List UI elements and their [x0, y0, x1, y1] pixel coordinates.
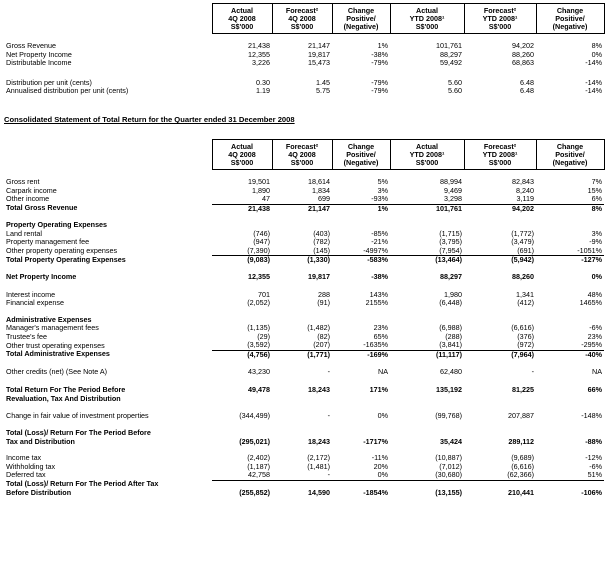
row-label: Gross rent	[6, 178, 40, 187]
cell: -14%	[585, 78, 602, 87]
cell: 35,424	[440, 437, 462, 446]
cell: -583%	[332, 256, 390, 265]
statement-row	[4, 195, 604, 204]
row-label: Other property operating expenses	[6, 246, 118, 255]
cell: (1,772)	[511, 229, 534, 238]
cell: 15,473	[308, 59, 330, 68]
cell: 23%	[587, 332, 602, 341]
cell: -38%	[371, 50, 388, 59]
cell: 171%	[369, 386, 388, 395]
summary-row	[4, 59, 604, 67]
cell: (3,841)	[439, 341, 462, 350]
cell: 143%	[369, 290, 388, 299]
cell: 6.48	[520, 87, 534, 96]
cell: 88,260	[512, 50, 534, 59]
cell: 12,355	[248, 273, 270, 282]
cell: (1,481)	[307, 462, 330, 471]
cell: (6,988)	[439, 324, 462, 333]
cell: (62,366)	[507, 471, 534, 480]
cell: -12%	[585, 454, 602, 463]
statement-header-change-4q: Change Positive/ (Negative)	[332, 140, 390, 170]
row-label: Net Property Income	[6, 50, 72, 59]
cell: 210,441	[508, 488, 534, 497]
statement-title: Consolidated Statement of Total Return for the Quarter ended 31 December 2008	[4, 115, 295, 124]
cell: (255,852)	[239, 488, 270, 497]
cell: 8%	[591, 42, 602, 51]
cell: 1,980	[444, 290, 462, 299]
row-label: Annualised distribution per unit (cents)	[6, 87, 129, 96]
cell: (13,464)	[390, 256, 464, 265]
cell: -79%	[371, 87, 388, 96]
cell: 8%	[536, 204, 604, 213]
row-label: Total Property Operating Expenses	[6, 255, 126, 264]
cell: -	[531, 368, 534, 377]
section-label: Property Operating Expenses	[6, 221, 108, 230]
cell: 1465%	[579, 299, 602, 308]
row-label: Before Distribution	[6, 488, 72, 497]
cell: 1.45	[316, 78, 330, 87]
cell: -295%	[581, 341, 602, 350]
cell: 94,202	[512, 42, 534, 51]
summary-row	[4, 87, 604, 95]
statement-row	[4, 291, 604, 299]
cell: 42,758	[248, 471, 270, 480]
cell: -127%	[536, 256, 604, 265]
statement-row	[4, 341, 604, 350]
cell: (1,330)	[272, 256, 332, 265]
cell: (2,402)	[247, 454, 270, 463]
cell: 66%	[587, 386, 602, 395]
row-label: Manager's management fees	[6, 324, 99, 333]
statement-row	[4, 438, 604, 446]
cell: 81,225	[512, 386, 534, 395]
cell: 6.48	[520, 78, 534, 87]
cell: (7,954)	[439, 246, 462, 255]
cell: 19,817	[308, 50, 330, 59]
cell: 23%	[373, 324, 388, 333]
cell: 19,817	[308, 273, 330, 282]
cell: 88,297	[440, 273, 462, 282]
cell: -169%	[332, 350, 390, 359]
cell: 1,341	[516, 290, 534, 299]
cell: -40%	[536, 350, 604, 359]
cell: -93%	[371, 195, 388, 204]
cell: (82)	[317, 332, 330, 341]
cell: 5.75	[316, 87, 330, 96]
cell: -1717%	[363, 437, 388, 446]
cell: (2,052)	[247, 299, 270, 308]
cell: (10,887)	[435, 454, 462, 463]
cell: 49,478	[248, 386, 270, 395]
cell: 101,761	[436, 42, 462, 51]
cell: (403)	[313, 229, 330, 238]
statement-row	[4, 230, 604, 238]
statement-section-heading	[4, 221, 604, 229]
cell: (9,689)	[511, 454, 534, 463]
summary-row	[4, 42, 604, 50]
statement-header-change-ytd: Change Positive/ (Negative)	[536, 140, 604, 170]
cell: 12,355	[248, 50, 270, 59]
cell: 1.19	[256, 87, 270, 96]
cell: 0%	[591, 273, 602, 282]
cell: 0%	[377, 471, 388, 480]
cell: (6,616)	[511, 462, 534, 471]
row-label: Other income	[6, 195, 50, 204]
statement-row-heading	[4, 429, 604, 437]
cell: 135,192	[436, 386, 462, 395]
cell: -85%	[371, 229, 388, 238]
cell: 0%	[591, 50, 602, 59]
row-label: Revaluation, Tax And Distribution	[6, 394, 121, 403]
cell: (7,964)	[464, 350, 536, 359]
cell: 18,243	[308, 386, 330, 395]
cell: (1,715)	[439, 229, 462, 238]
statement-header-actual-4q: Actual 4Q 2008 S$'000	[212, 140, 272, 170]
summary-header-forecast-ytd: Forecast² YTD 2008¹ S$'000	[464, 4, 536, 34]
cell: -79%	[371, 59, 388, 68]
row-label: Total Gross Revenue	[6, 204, 78, 213]
cell: 88,260	[512, 273, 534, 282]
cell: (5,942)	[464, 256, 536, 265]
row-label: Financial expense	[6, 299, 64, 308]
cell: (3,592)	[247, 341, 270, 350]
cell: -14%	[585, 87, 602, 96]
cell: (691)	[517, 246, 534, 255]
cell: -79%	[371, 78, 388, 87]
cell: -9%	[589, 238, 602, 247]
cell: (295,021)	[239, 437, 270, 446]
cell: 5.60	[448, 78, 462, 87]
cell: 207,887	[508, 411, 534, 420]
cell: 1,890	[252, 186, 270, 195]
cell: 5.60	[448, 87, 462, 96]
summary-row	[4, 79, 604, 87]
cell: (3,795)	[439, 238, 462, 247]
cell: 5%	[377, 178, 388, 187]
cell: -	[327, 368, 330, 377]
statement-section-heading	[4, 316, 604, 324]
cell: -4997%	[363, 246, 388, 255]
row-label: Tax and Distribution	[6, 437, 75, 446]
statement-total-row	[4, 350, 604, 359]
row-label: Trustee's fee	[6, 332, 48, 341]
cell: -14%	[585, 59, 602, 68]
cell: 18,614	[308, 178, 330, 187]
cell: 14,590	[308, 488, 330, 497]
row-label: Gross Revenue	[6, 42, 56, 51]
summary-header-change-4q: Change Positive/ (Negative)	[332, 4, 390, 34]
cell: 8,240	[516, 186, 534, 195]
cell: 101,761	[390, 204, 464, 213]
cell: 21,438	[212, 204, 272, 213]
cell: (1,771)	[272, 350, 332, 359]
cell: 1%	[377, 42, 388, 51]
cell: (2,172)	[307, 454, 330, 463]
cell: 51%	[587, 471, 602, 480]
statement-row	[4, 324, 604, 332]
cell: -1051%	[577, 246, 602, 255]
cell: (6,448)	[439, 299, 462, 308]
cell: 9,469	[444, 186, 462, 195]
row-label: Change in fair value of investment properties	[6, 411, 149, 420]
statement-row	[4, 187, 604, 195]
cell: NA	[378, 368, 388, 377]
row-label: Carpark income	[6, 186, 57, 195]
statement-header-actual-ytd: Actual YTD 2008¹ S$'000	[390, 140, 464, 170]
statement-row	[4, 454, 604, 462]
cell: (412)	[517, 299, 534, 308]
cell: (7,012)	[439, 462, 462, 471]
cell: 18,243	[308, 437, 330, 446]
cell: 288	[318, 290, 330, 299]
statement-row	[4, 412, 604, 420]
statement-row	[4, 386, 604, 394]
cell: 21,147	[308, 42, 330, 51]
cell: 1,834	[312, 186, 330, 195]
row-label: Total (Loss)/ Return For The Period Before	[6, 429, 151, 438]
cell: (11,117)	[390, 350, 464, 359]
section-label: Administrative Expenses	[6, 316, 92, 325]
cell: 48%	[587, 290, 602, 299]
cell: NA	[592, 368, 602, 377]
row-label: Total Administrative Expenses	[6, 350, 110, 359]
cell: 0%	[377, 411, 388, 420]
cell: (145)	[313, 246, 330, 255]
cell: (1,482)	[307, 324, 330, 333]
cell: -	[327, 471, 330, 480]
row-label: Distribution per unit (cents)	[6, 78, 92, 87]
summary-header-change-ytd: Change Positive/ (Negative)	[536, 4, 604, 34]
statement-final-row	[4, 489, 604, 497]
cell: 68,863	[512, 59, 534, 68]
row-label: Other trust operating expenses	[6, 341, 105, 350]
statement-row	[4, 273, 604, 281]
row-label: Interest income	[6, 290, 56, 299]
cell: 6%	[591, 195, 602, 204]
cell: -88%	[585, 437, 602, 446]
cell: 62,480	[440, 368, 462, 377]
cell: -38%	[371, 273, 388, 282]
cell: (91)	[317, 299, 330, 308]
cell: (782)	[313, 238, 330, 247]
row-label: Net Property Income	[6, 273, 77, 282]
summary-header-actual-4q: Actual 4Q 2008 S$'000	[212, 4, 272, 34]
cell: 701	[258, 290, 270, 299]
cell: 88,297	[440, 50, 462, 59]
cell: -	[327, 411, 330, 420]
cell: 289,112	[508, 437, 534, 446]
row-label: Property management fee	[6, 238, 90, 247]
statement-row	[4, 299, 604, 307]
cell: (4,756)	[212, 350, 272, 359]
cell: (288)	[445, 332, 462, 341]
cell: (9,083)	[212, 256, 272, 265]
cell: 88,994	[440, 178, 462, 187]
summary-header-actual-ytd: Actual YTD 2008¹ S$'000	[390, 4, 464, 34]
statement-row	[4, 247, 604, 256]
cell: -106%	[581, 488, 602, 497]
row-label: Land rental	[6, 229, 42, 238]
cell: (13,155)	[435, 488, 462, 497]
row-label: Withholding tax	[6, 462, 56, 471]
cell: (29)	[257, 332, 270, 341]
cell: 21,147	[272, 204, 332, 213]
cell: (99,768)	[435, 411, 462, 420]
cell: 3,226	[252, 59, 270, 68]
statement-header-forecast-ytd: Forecast² YTD 2008¹ S$'000	[464, 140, 536, 170]
cell: 20%	[373, 462, 388, 471]
cell: 94,202	[464, 204, 536, 213]
cell: 3,298	[444, 195, 462, 204]
row-label: Income tax	[6, 454, 42, 463]
cell: 15%	[587, 186, 602, 195]
cell: (1,135)	[247, 324, 270, 333]
cell: 19,501	[248, 178, 270, 187]
statement-row	[4, 471, 604, 480]
cell: 43,230	[248, 368, 270, 377]
cell: 0.30	[256, 78, 270, 87]
cell: (1,187)	[247, 462, 270, 471]
summary-header-forecast-4q: Forecast² 4Q 2008 S$'000	[272, 4, 332, 34]
statement-row	[4, 333, 604, 341]
statement-row	[4, 463, 604, 471]
row-label: Deferred tax	[6, 471, 46, 480]
cell: 47	[262, 195, 270, 204]
cell: (3,479)	[511, 238, 534, 247]
cell: -6%	[589, 462, 602, 471]
cell: 699	[318, 195, 330, 204]
cell: (6,616)	[511, 324, 534, 333]
cell: 82,843	[512, 178, 534, 187]
row-label: Distributable Income	[6, 59, 72, 68]
statement-total-row	[4, 256, 604, 265]
cell: (746)	[253, 229, 270, 238]
cell: -6%	[589, 324, 602, 333]
statement-row-heading	[4, 480, 604, 489]
cell: 2155%	[365, 299, 388, 308]
statement-row	[4, 178, 604, 186]
statement-total-row	[4, 204, 604, 213]
summary-row	[4, 51, 604, 59]
cell: (344,499)	[239, 411, 270, 420]
cell: -148%	[581, 411, 602, 420]
cell: (972)	[517, 341, 534, 350]
cell: 3,119	[516, 195, 534, 204]
summary-table	[4, 3, 605, 95]
cell: 7%	[591, 178, 602, 187]
cell: 3%	[377, 186, 388, 195]
row-label: Total Return For The Period Before	[6, 386, 126, 395]
statement-table	[4, 139, 605, 497]
row-label: Total (Loss)/ Return For The Period After Tax	[6, 480, 159, 489]
statement-row	[4, 238, 604, 246]
statement-row-continued	[4, 395, 604, 403]
cell: 21,438	[248, 42, 270, 51]
cell: 65%	[373, 332, 388, 341]
cell: -1635%	[363, 341, 388, 350]
cell: (376)	[517, 332, 534, 341]
cell: 59,492	[440, 59, 462, 68]
statement-header-forecast-4q: Forecast² 4Q 2008 S$'000	[272, 140, 332, 170]
row-label: Other credits (net) (See Note A)	[6, 368, 108, 377]
cell: -11%	[371, 454, 388, 463]
statement-row	[4, 368, 604, 376]
cell: (7,390)	[247, 246, 270, 255]
cell: -21%	[371, 238, 388, 247]
cell: (207)	[313, 341, 330, 350]
cell: 1%	[332, 204, 390, 213]
cell: 3%	[591, 229, 602, 238]
cell: (30,680)	[435, 471, 462, 480]
cell: -1854%	[363, 488, 388, 497]
cell: (947)	[253, 238, 270, 247]
